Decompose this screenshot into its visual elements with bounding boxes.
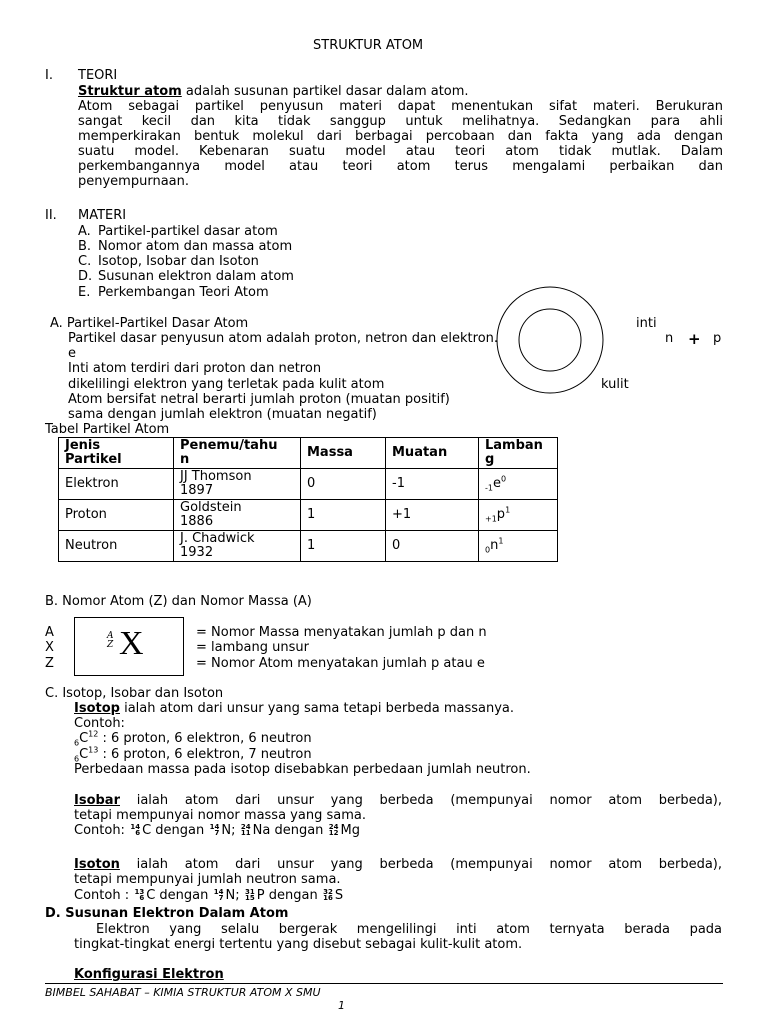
list-item: B. Nomor atom dan massa atom — [78, 239, 293, 254]
isotop-example: $_6C^{13}$ : 6 proton, 6 elektron, 7 neutron — [74, 745, 312, 764]
isotop-example: $_6C^{12}$ : 6 proton, 6 elektron, 6 neutron — [74, 729, 312, 748]
contoh-label: Contoh: — [74, 716, 125, 731]
list-item: C. Isotop, Isobar dan Isoton — [78, 254, 259, 269]
paragraph-line: memperkirakan bentuk molekul dari berbagai percobaan dan fakta yang ada dengan — [78, 129, 723, 144]
table-row: Elektron JJ Thomson 1897 0 -1 $_{-1}e^0$ — [59, 469, 558, 500]
table-row: Proton Goldstein 1886 1 +1 $_{+1}p^1$ — [59, 500, 558, 531]
symbol-cell: $_0n^1$ — [479, 531, 558, 562]
paragraph-line: penyempurnaan. — [78, 174, 189, 189]
section-d-heading: D. Susunan Elektron Dalam Atom — [45, 906, 289, 921]
table-row: Neutron J. Chadwick 1932 1 0 $_0n^1$ — [59, 531, 558, 562]
legend-text: = lambang unsur — [196, 640, 309, 655]
page-title: STRUKTUR ATOM — [313, 38, 424, 53]
header-cell: Jenis Partikel — [59, 438, 174, 469]
teori-paragraph — [78, 99, 723, 189]
section-b-heading: B. Nomor Atom (Z) dan Nomor Massa (A) — [45, 594, 312, 609]
paragraph-line: sangat kecil dan kita tidak sanggup untuk melihatnya. Sedangkan para ahli — [78, 114, 723, 129]
legend-label: A — [45, 625, 54, 640]
element-symbol: X — [119, 625, 144, 662]
paragraph-line: Atom sebagai partikel penyusun materi dapat menentukan sifat materi. Berukuran — [78, 99, 723, 114]
text-line: e — [68, 346, 76, 361]
paragraph-line: suatu model. Kebenaran suatu model atau teori atom tidak mutlak. Dalam — [78, 144, 723, 159]
section-number: II. — [45, 208, 57, 223]
mass-number-symbol: A — [107, 631, 114, 641]
header-cell: Muatan — [386, 438, 479, 469]
outer-shell-circle — [497, 287, 603, 393]
text-line: Inti atom terdiri dari proton dan netron — [68, 361, 322, 376]
table-caption: Tabel Partikel Atom — [45, 422, 170, 437]
symbol-cell: $_{-1}e^0$ — [479, 469, 558, 500]
plus-sign: + — [688, 330, 701, 348]
section-c-heading: C. Isotop, Isobar dan Isoton — [45, 686, 224, 701]
footer-divider — [45, 983, 723, 984]
table-header-row — [59, 438, 558, 469]
konfigurasi-heading: Konfigurasi Elektron — [74, 967, 224, 982]
section-a-heading: A. Partikel-Partikel Dasar Atom — [50, 316, 249, 331]
header-cell: Penemu/tahu n — [174, 438, 301, 469]
text-line: sama dengan jumlah elektron (muatan negatif) — [68, 407, 377, 422]
nuclide-notation-box — [74, 617, 184, 676]
legend-text: = Nomor Atom menyatakan jumlah p atau e — [196, 656, 485, 671]
text-line: Partikel dasar penyusun atom adalah proton, netron dan elektron. — [68, 331, 499, 346]
isotop-definition: Isotop ialah atom dari unsur yang sama tetapi berbeda massanya. — [74, 701, 515, 716]
nucleus-circle — [519, 309, 581, 371]
list-item: D. Susunan elektron dalam atom — [78, 269, 294, 284]
page-number: 1 — [338, 999, 345, 1012]
section-d-paragraph: Elektron yang selalu bergerak mengelilingi inti atom ternyata berada pada tingkat-tingkat energi tertentu yang disebut sebagai kulit-kulit atom. — [74, 922, 722, 952]
isobar-example: Contoh: 14 6 C dengan 14 7 N; 24 11 Na dengan 24 12 Mg — [74, 823, 361, 838]
isobar-definition-2: tetapi mempunyai nomor massa yang sama. — [74, 808, 366, 823]
list-item: A. Partikel-partikel dasar atom — [78, 224, 278, 239]
atom-diagram — [495, 285, 605, 395]
isoton-example: Contoh : 13 6 C dengan 14 7 N; 31 15 P dengan 32 16 S — [74, 888, 344, 903]
legend-label: X — [45, 640, 54, 655]
isoton-definition-2: tetapi mempunyai jumlah neutron sama. — [74, 872, 341, 887]
paragraph-line: perkembangannya model atau teori atom terus mengalami perbaikan dan — [78, 159, 723, 174]
term: Struktur atom — [78, 84, 182, 99]
isoton-definition: Isoton ialah atom dari unsur yang berbeda (mempunyai nomor atom berbeda), — [74, 857, 722, 872]
symbol-cell: $_{+1}p^1$ — [479, 500, 558, 531]
atomic-number-symbol: Z — [107, 640, 114, 650]
footer-text: BIMBEL SAHABAT – KIMIA STRUKTUR ATOM X SMU — [45, 986, 321, 999]
isotop-note: Perbedaan massa pada isotop disebabkan perbedaan jumlah neutron. — [74, 762, 531, 777]
list-item: E. Perkembangan Teori Atom — [78, 285, 269, 300]
section-heading: MATERI — [78, 208, 127, 223]
section-heading: TEORI — [78, 68, 118, 83]
text-line: dikelilingi elektron yang terletak pada kulit atom — [68, 377, 385, 392]
legend-text: = Nomor Massa menyatakan jumlah p dan n — [196, 625, 487, 640]
text-line: Atom bersifat netral berarti jumlah proton (muatan positif) — [68, 392, 450, 407]
isobar-definition: Isobar ialah atom dari unsur yang berbeda (mempunyai nomor atom berbeda), — [74, 793, 722, 808]
kulit-label: kulit — [601, 377, 629, 392]
definition: adalah susunan partikel dasar dalam atom. — [181, 84, 469, 99]
header-cell: Lamban g — [479, 438, 558, 469]
proton-label: p — [713, 331, 722, 346]
section-number: I. — [45, 68, 53, 83]
particle-table — [58, 437, 558, 562]
header-cell: Massa — [301, 438, 386, 469]
neutron-label: n — [665, 331, 674, 346]
definition-line — [78, 84, 469, 99]
inti-label: inti — [636, 316, 657, 331]
legend-label: Z — [45, 656, 54, 671]
